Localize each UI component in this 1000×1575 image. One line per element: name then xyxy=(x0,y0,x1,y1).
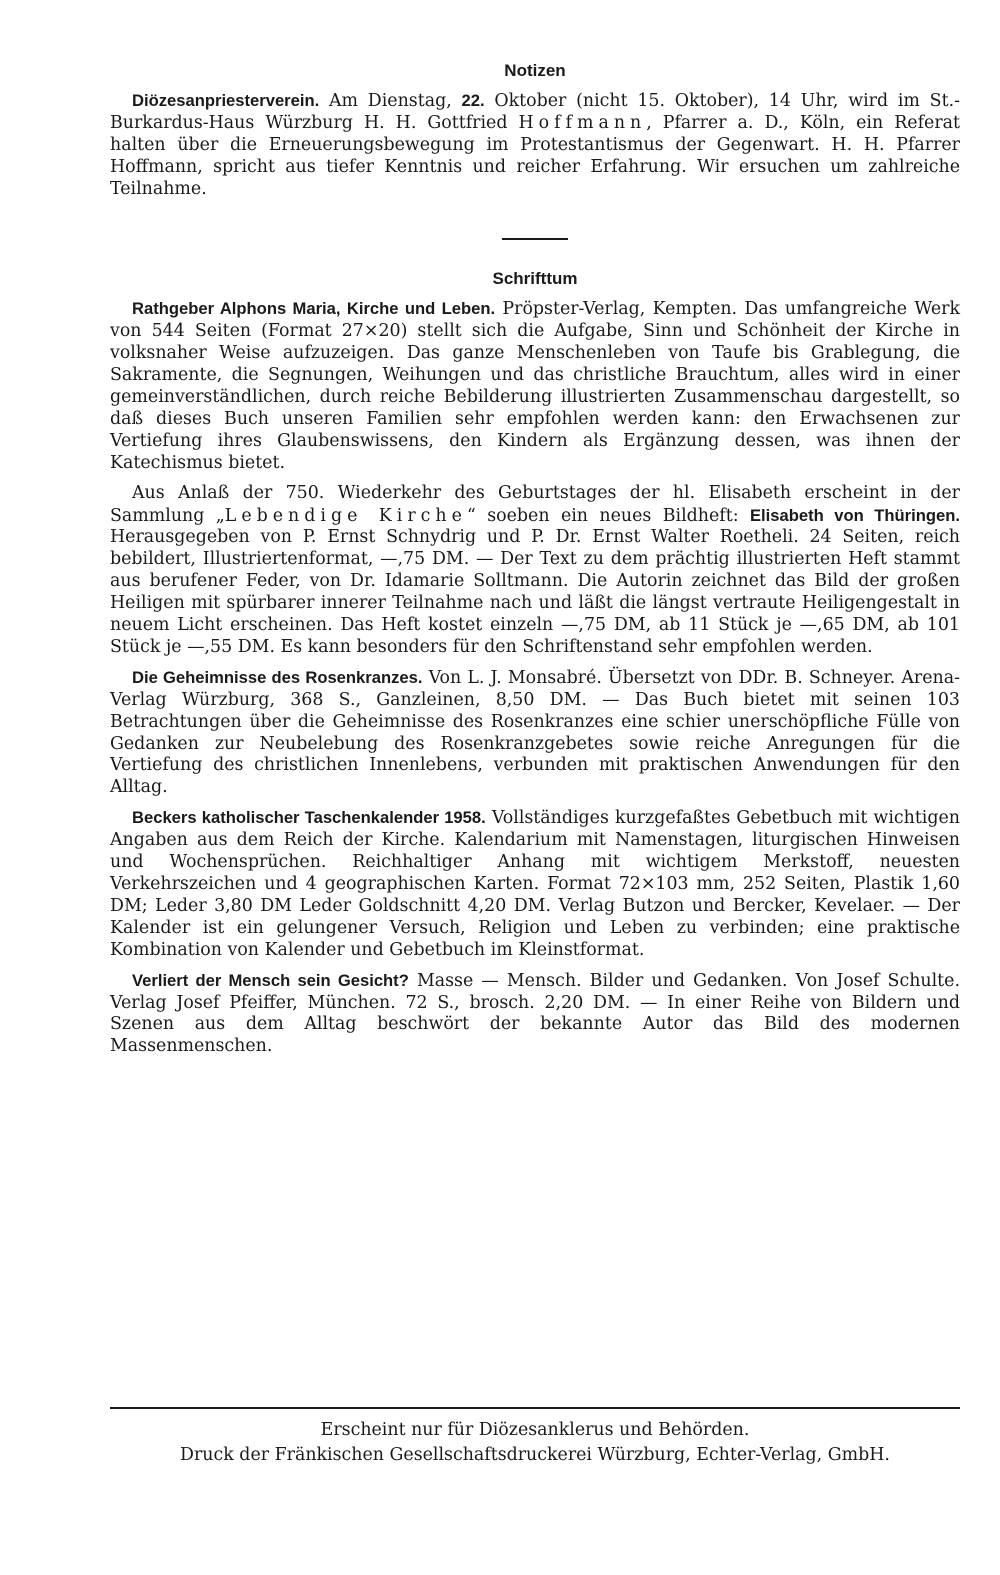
review-rosenkranz xyxy=(110,667,960,799)
notice-lead: Diözesanpriesterverein. xyxy=(132,90,320,110)
page-column xyxy=(110,60,960,1058)
review-text: Von L. J. Monsabré. Übersetzt von DDr. B. Schneyer. Arena-Verlag Würzburg, 368 S., Ganzleinen, 8,50 DM. — Das Buch bietet mit seinen 103 Betrachtungen über die Geheimnisse des Rosenkranzes eine schier unerschöpfliche Fülle von Gedanken zur Neubelebung des Rosenkranzgebetes sowie reiche Anregungen für die Vertiefung des christlichen Innenlebens, verbunden mit praktischen Anwendungen für den Alltag. xyxy=(110,667,960,798)
notice-date: 22. xyxy=(461,90,485,110)
review-text: Vollständiges kurzgefaßtes Gebetbuch mit wichtigen Angaben aus dem Reich der Kirche. Kalendarium mit Namenstagen, liturgischen Hinweisen und Wochensprüchen. Reichhaltiger Anhang mit wichtigem Merkstoff, neuesten Verkehrszeichen und 4 geographischen Karten. Format 72×103 mm, 252 Seiten, Plastik 1,60 DM; Leder 3,80 DM Leder Goldschnitt 4,20 DM. Verlag Butzon und Bercker, Kevelaer. — Der Kalender ist ein gelungener Versuch, Religion und Leben zu verbinden; eine praktische Kombination von Kalender und Gebetbuch im Kleinstformat. xyxy=(110,808,960,960)
review-lead: Verliert der Mensch sein Gesicht? xyxy=(132,970,409,990)
footer xyxy=(110,1418,960,1468)
review-rathgeber xyxy=(110,298,960,474)
notice-paragraph xyxy=(110,90,960,201)
notice-name: Hoffmann xyxy=(518,112,647,133)
notice-text-2: Oktober (nicht 15. Oktober), 14 Uhr, wird im St.-Burkardus-Haus Würzburg H. H. Gottfried xyxy=(110,90,960,133)
series-title: Lebendige Kirche xyxy=(224,505,467,526)
footer-line-printer: Druck der Fränkischen Gesellschaftsdruckerei Würzburg, Echter-Verlag, GmbH. xyxy=(180,1445,890,1465)
review-lead: Die Geheimnisse des Rosenkranzes. xyxy=(132,667,423,687)
review-text: Pröpster-Verlag, Kempten. Das umfangreiche Werk von 544 Seiten (Format 27×20) stellt sich die Aufgabe, Sinn und Schönheit der Kirche in volksnaher Weise aufzuzeigen. Das ganze Menschenleben von Taufe bis Grablegung, die Sakramente, die Segnungen, Weihungen und das christliche Brauchtum, alles wird in einer gemeinverständlichen, durch reiche Bebilderung illustrierten Zusammenschau dargestellt, so daß dieses Buch unseren Familien sehr empfohlen werden kann: den Erwachsenen zur Vertiefung ihres Glaubenswissens, den Kindern als Ergänzung dessen, was ihnen der Katechismus bietet. xyxy=(110,299,960,473)
review-text: Masse — Mensch. Bilder und Gedanken. Von Josef Schulte. Verlag Josef Pfeiffer, München. 72 S., brosch. 2,20 DM. — In einer Reihe von Bildern und Szenen aus dem Alltag beschwört der bekannte Autor das Bild des modernen Massenmenschen. xyxy=(110,970,960,1057)
review-text-3: Herausgegeben von P. Ernst Schnydrig und P. Dr. Ernst Walter Roetheli. 24 Seiten, reich bebildert, Illustriertenformat, —,75 DM. — Der Text zu dem prächtig illustrierten Heft stammt aus berufener Feder, von Dr. Idamarie Solltmann. Die Autorin zeichnet das Bild der großen Heiligen mit spürbarer innerer Teilnahme nach und läßt die längst vertraute Heiligengestalt in neuem Licht erscheinen. Das Heft kostet einzeln —,75 DM, ab 11 Stück je —,65 DM, ab 101 Stück je —,55 DM. Es kann besonders für den Schriftenstand sehr empfohlen werden. xyxy=(110,527,960,657)
footer-divider xyxy=(110,1407,960,1409)
review-taschenkalender xyxy=(110,807,960,961)
section-heading-notizen: Notizen xyxy=(504,61,566,80)
review-lead: Rathgeber Alphons Maria, Kirche und Leben. xyxy=(132,299,496,319)
footer-line-distribution: Erscheint nur für Diözesanklerus und Behörden. xyxy=(320,1420,750,1440)
notice-text-1: Am Dienstag, xyxy=(319,90,462,111)
section-divider xyxy=(502,238,568,240)
review-lead: Beckers katholischer Taschenkalender 1958. xyxy=(132,808,486,828)
review-text-2: “ soeben ein neues Bildheft: xyxy=(466,505,750,526)
section-heading-schrifttum: Schrifttum xyxy=(492,269,578,289)
booklet-title: Elisabeth von Thüringen. xyxy=(749,505,960,525)
notice-text-3: , Pfarrer a. D., Köln, ein Referat halten über die Erneuerungsbewegung im Protestantismus der Gegenwart. H. H. Pfarrer Hoffmann, spricht aus tiefer Kenntnis und reicher Erfahrung. Wir ersuchen um zahlreiche Teilnahme. xyxy=(110,112,960,199)
review-mensch-gesicht xyxy=(110,970,960,1059)
review-text-1: Aus Anlaß der 750. Wiederkehr des Geburtstages der hl. Elisabeth erscheint in der Sammlung „ xyxy=(110,482,960,526)
review-elisabeth xyxy=(110,483,960,659)
